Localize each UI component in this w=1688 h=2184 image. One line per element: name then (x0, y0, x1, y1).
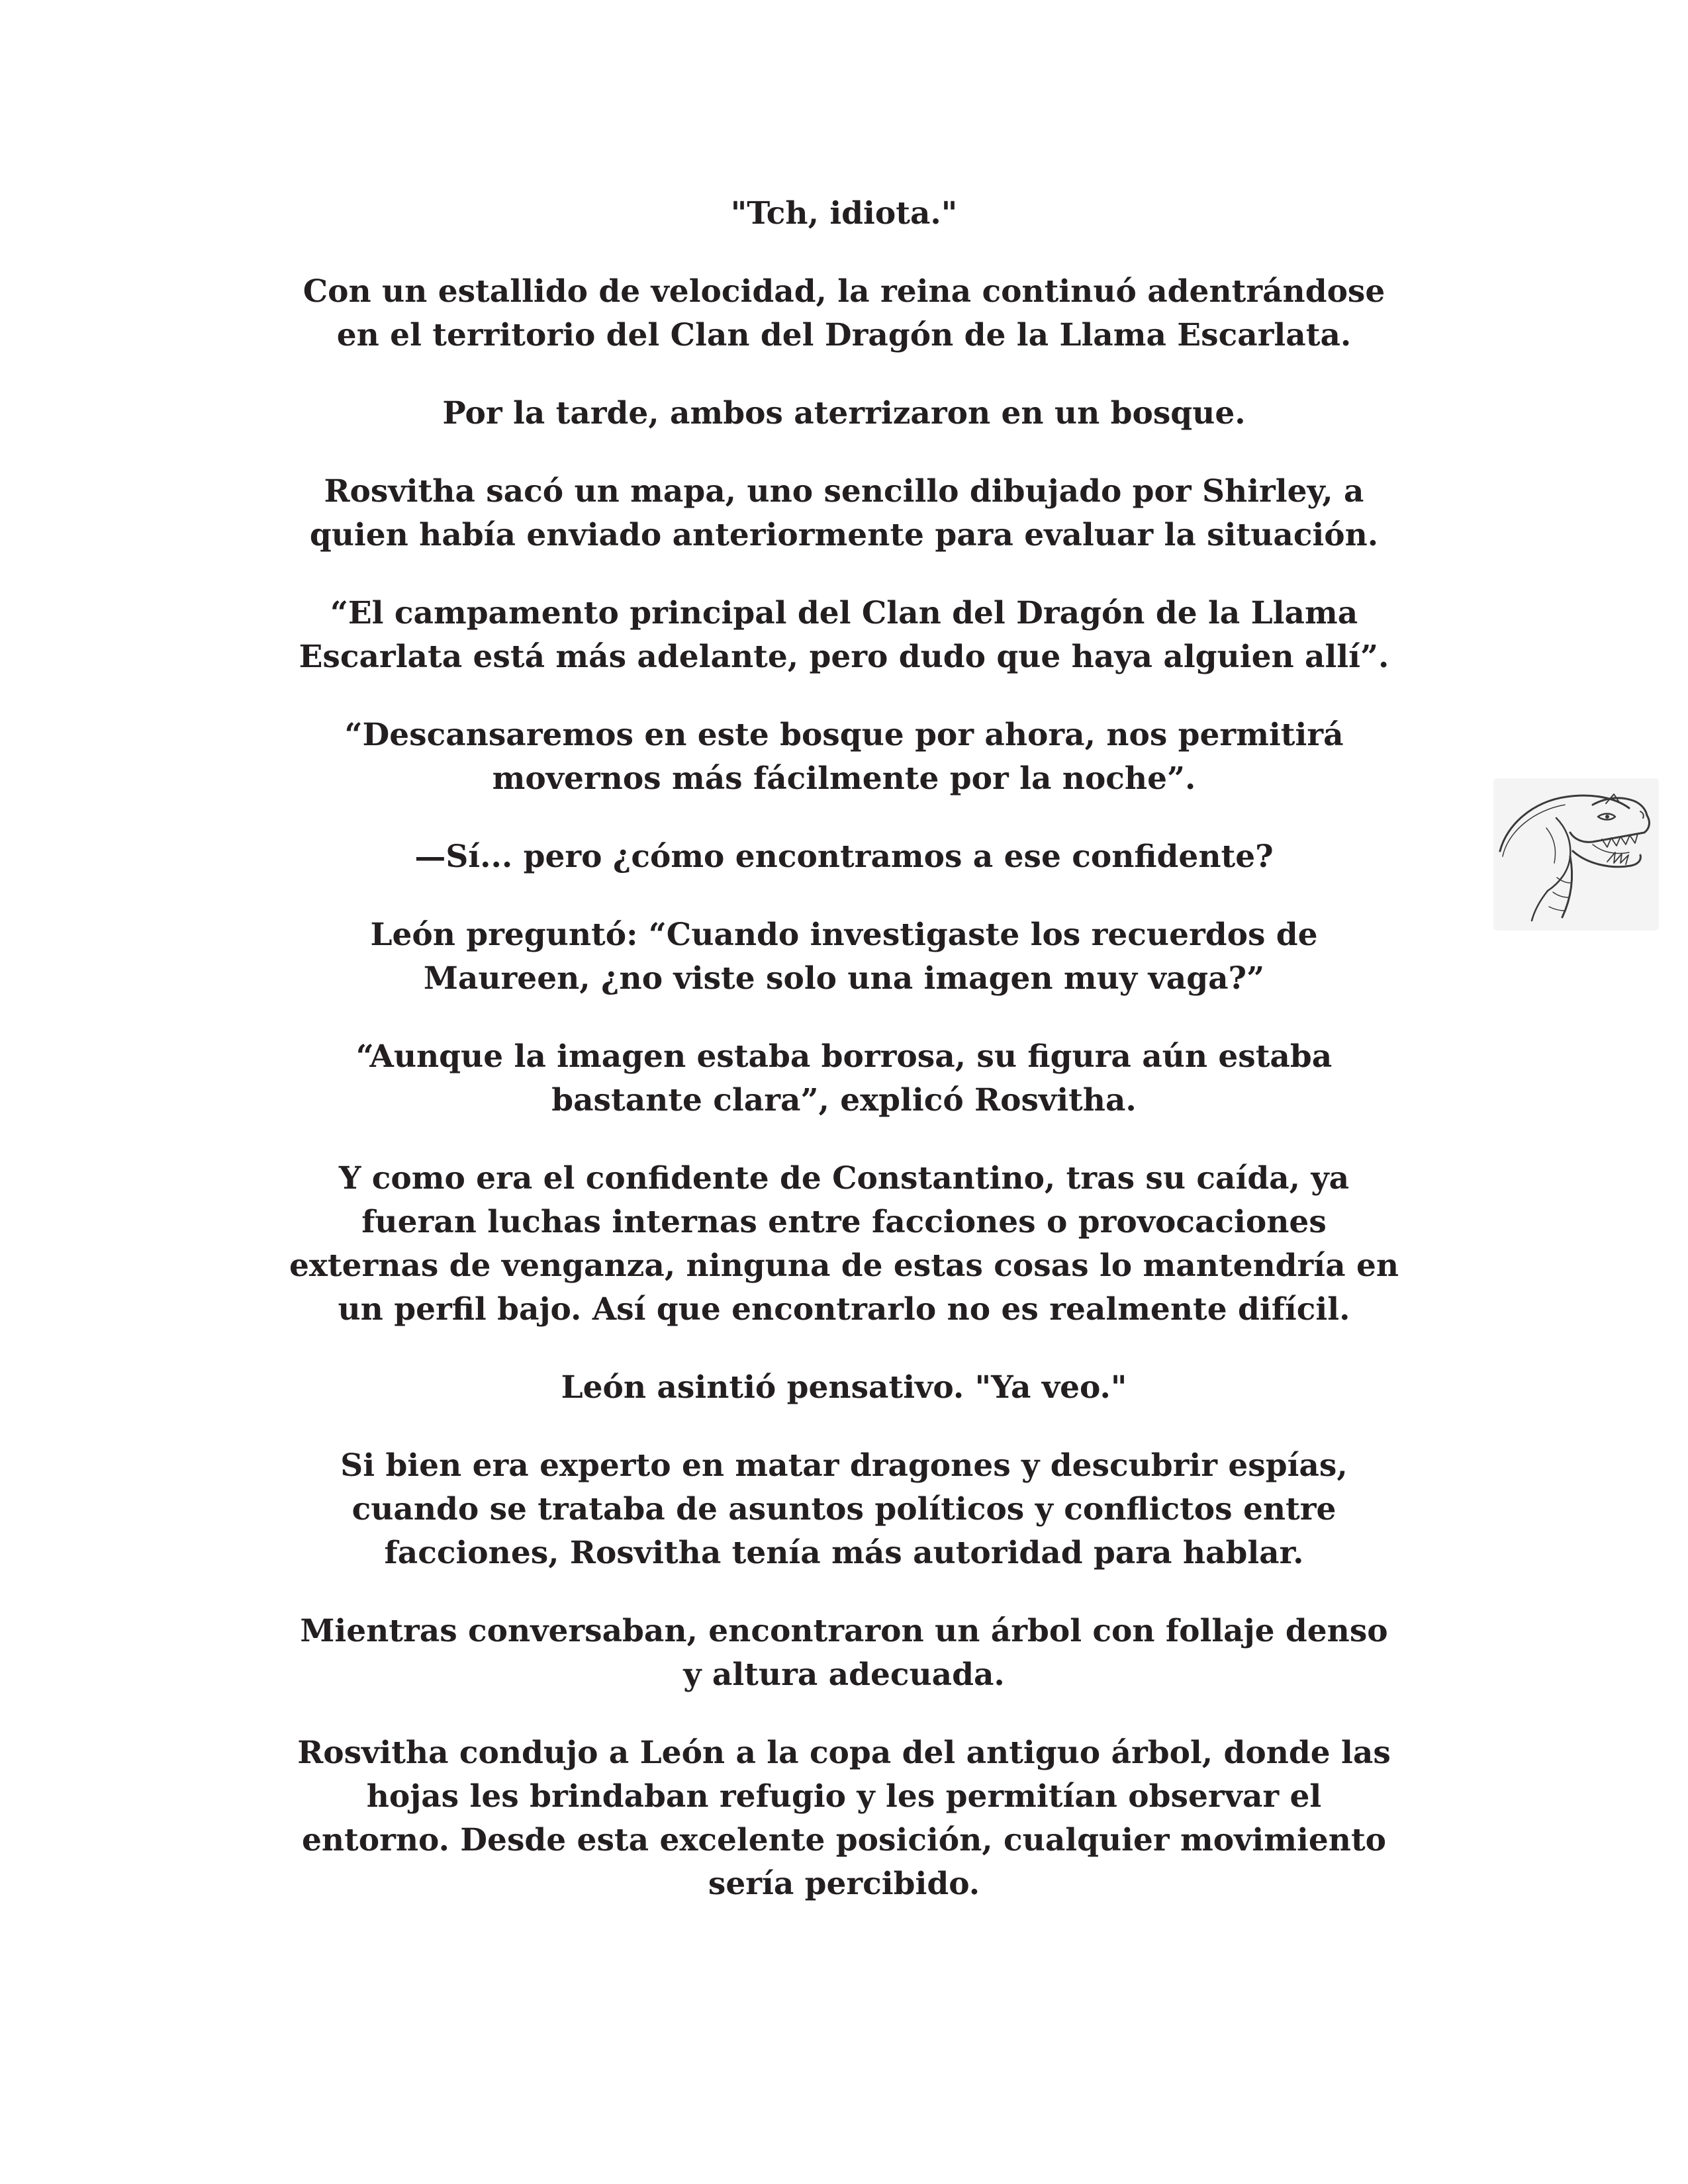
dragon-head-sketch-icon (1493, 778, 1659, 931)
text-line: —Sí... pero ¿cómo encontramos a ese confidente? (414, 839, 1274, 875)
paragraph-6 (218, 713, 1470, 801)
text-line: sería percibido. (708, 1866, 980, 1902)
text-line: Si bien era experto en matar dragones y descubrir espías, (340, 1447, 1348, 1484)
text-line: externas de venganza, ninguna de estas cosas lo mantendría en (289, 1248, 1399, 1284)
paragraph-12 (218, 1444, 1470, 1575)
paragraph-13 (218, 1610, 1470, 1697)
text-line: “Aunque la imagen estaba borrosa, su figura aún estaba (355, 1038, 1333, 1075)
paragraph-9 (218, 1035, 1470, 1122)
text-line: "Tch, idiota." (730, 195, 958, 232)
text-line: fueran luchas internas entre facciones o provocaciones (361, 1204, 1327, 1240)
text-line: Y como era el confidente de Constantino, tras su caída, ya (338, 1160, 1350, 1197)
text-line: hojas les brindaban refugio y les permitían observar el (366, 1778, 1322, 1815)
text-line: Escarlata está más adelante, pero dudo que haya alguien allí”. (299, 639, 1389, 675)
paragraph-7 (218, 835, 1470, 879)
paragraph-2 (218, 270, 1470, 357)
text-line: León asintió pensativo. "Ya veo." (561, 1369, 1127, 1406)
paragraph-10 (218, 1157, 1470, 1332)
text-line: Por la tarde, ambos aterrizaron en un bosque. (442, 395, 1246, 432)
paragraph-5 (218, 592, 1470, 679)
text-line: facciones, Rosvitha tenía más autoridad para hablar. (384, 1535, 1304, 1571)
text-line: un perfil bajo. Así que encontrarlo no es realmente difícil. (338, 1291, 1350, 1328)
text-line: y altura adecuada. (683, 1657, 1005, 1693)
text-line: en el territorio del Clan del Dragón de la Llama Escarlata. (336, 317, 1352, 353)
text-line: “El campamento principal del Clan del Dragón de la Llama (330, 595, 1358, 631)
text-line: Maureen, ¿no viste solo una imagen muy vaga?” (423, 960, 1265, 997)
paragraph-14 (218, 1731, 1470, 1906)
text-line: Con un estallido de velocidad, la reina continuó adentrándose (303, 273, 1385, 310)
paragraph-1 (218, 192, 1470, 236)
text-line: “Descansaremos en este bosque por ahora, nos permitirá (344, 717, 1344, 753)
text-line: cuando se trataba de asuntos políticos y conflictos entre (352, 1491, 1336, 1527)
text-line: bastante clara”, explicó Rosvitha. (551, 1082, 1137, 1118)
text-line: quien había enviado anteriormente para evaluar la situación. (309, 517, 1379, 553)
text-line: Mientras conversaban, encontraron un árbol con follaje denso (300, 1613, 1388, 1649)
text-line: entorno. Desde esta excelente posición, cualquier movimiento (301, 1822, 1387, 1858)
paragraph-8 (218, 913, 1470, 1001)
paragraph-4 (218, 470, 1470, 557)
text-line: León preguntó: “Cuando investigaste los recuerdos de (370, 917, 1318, 953)
text-line: Rosvitha sacó un mapa, uno sencillo dibujado por Shirley, a (324, 473, 1364, 510)
paragraph-3 (218, 392, 1470, 435)
paragraph-11 (218, 1366, 1470, 1410)
story-text (218, 192, 1470, 1940)
text-line: movernos más fácilmente por la noche”. (492, 760, 1196, 797)
text-line: Rosvitha condujo a León a la copa del antiguo árbol, donde las (297, 1735, 1391, 1771)
